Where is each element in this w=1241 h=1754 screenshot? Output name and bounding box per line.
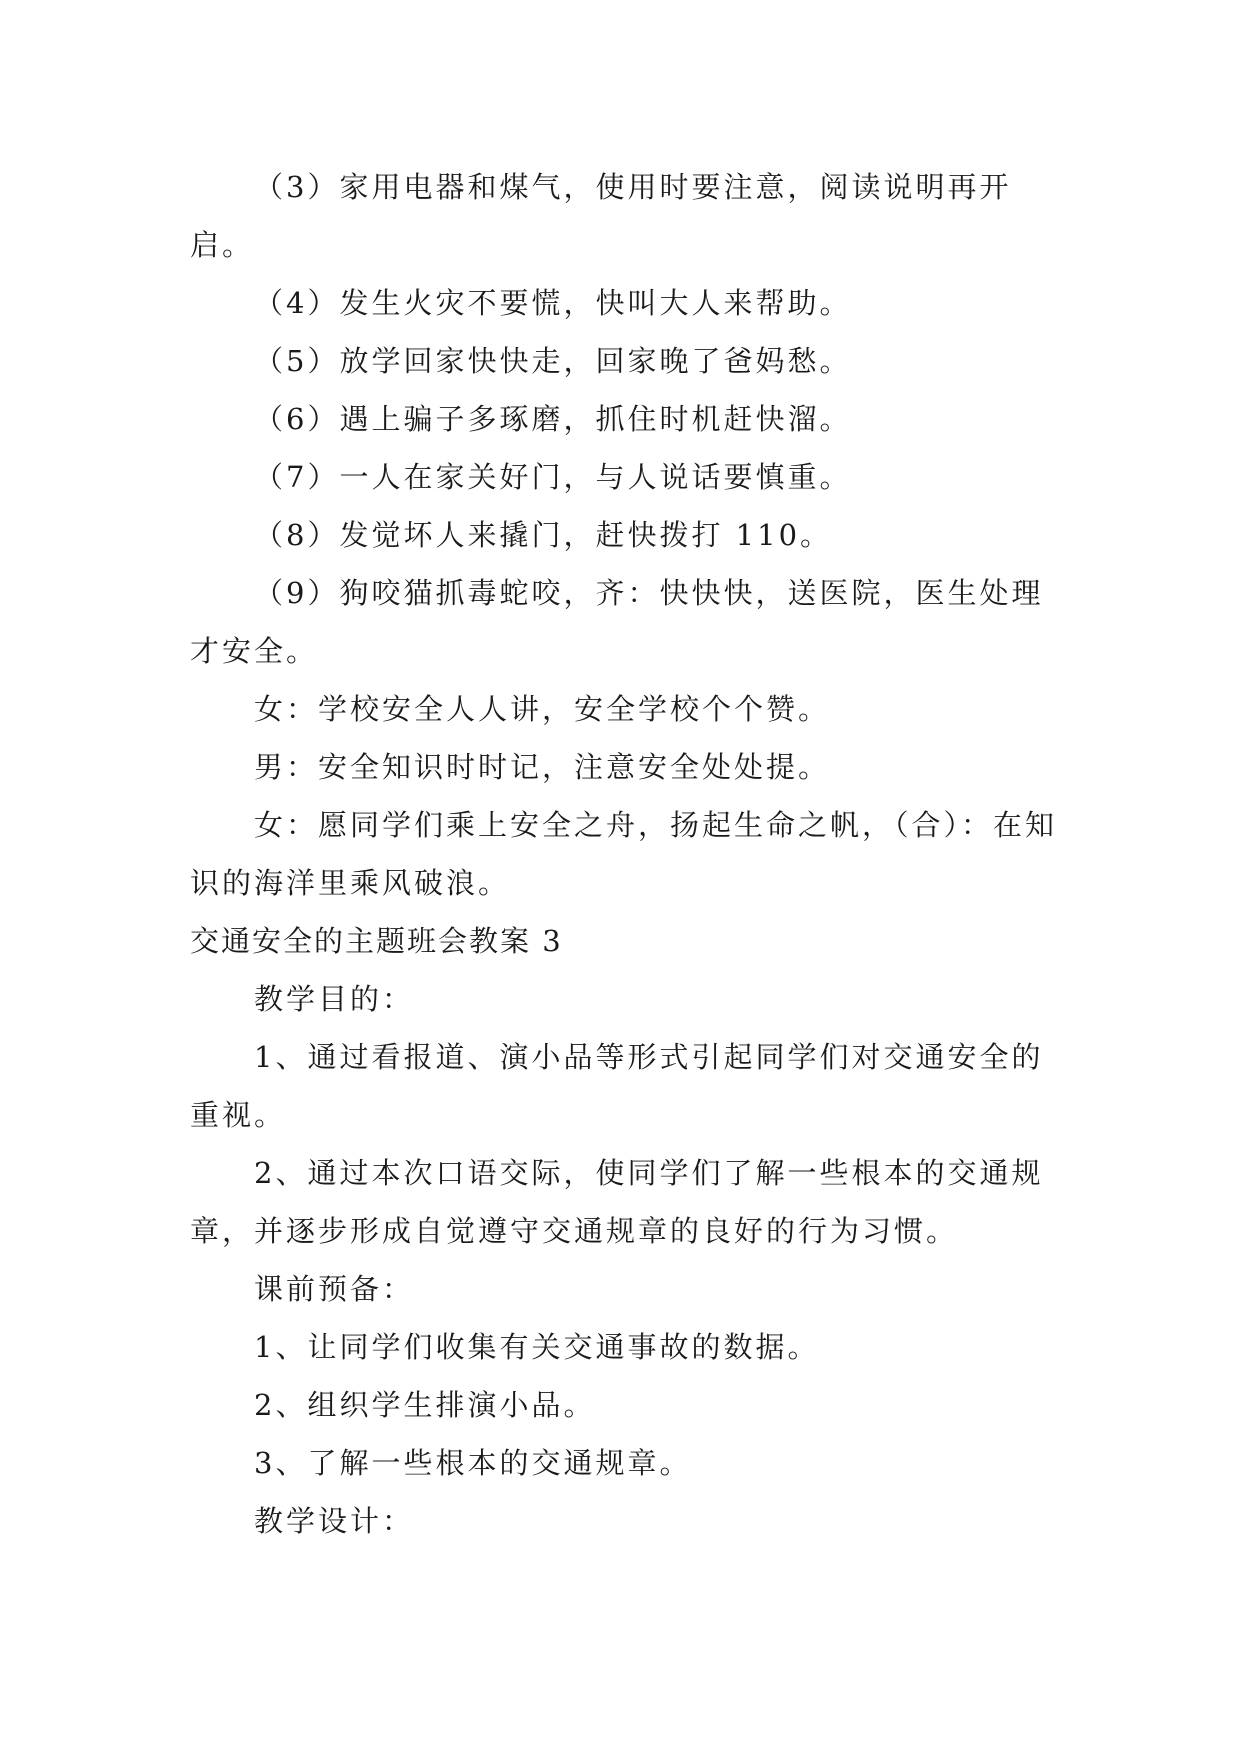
- paragraph: 女：愿同学们乘上安全之舟，扬起生命之帆，（合）：在知识的海洋里乘风破浪。: [190, 808, 1058, 900]
- paragraph: （8）发觉坏人来撬门，赶快拨打 110。: [254, 518, 833, 552]
- section-heading: 交通安全的主题班会教案 3: [190, 924, 563, 958]
- paragraph: 男：安全知识时时记，注意安全处处提。: [254, 750, 831, 784]
- paragraph: （5）放学回家快快走，回家晚了爸妈愁。: [254, 344, 852, 378]
- paragraph: 1、通过看报道、演小品等形式引起同学们对交通安全的重视。: [190, 1040, 1044, 1132]
- paragraph: （3）家用电器和煤气，使用时要注意，阅读说明再开启。: [190, 170, 1012, 262]
- paragraph: 教学设计：: [254, 1504, 415, 1538]
- paragraph: 教学目的：: [254, 982, 415, 1016]
- paragraph: 2、通过本次口语交际，使同学们了解一些根本的交通规章，并逐步形成自觉遵守交通规章的良好的行为习惯。: [190, 1156, 1044, 1248]
- paragraph: （6）遇上骗子多琢磨，抓住时机赶快溜。: [254, 402, 852, 436]
- paragraph: （9）狗咬猫抓毒蛇咬，齐：快快快，送医院，医生处理才安全。: [190, 576, 1044, 668]
- paragraph: 女：学校安全人人讲，安全学校个个赞。: [254, 692, 831, 726]
- paragraph: 课前预备：: [254, 1272, 415, 1306]
- paragraph: （4）发生火灾不要慌，快叫大人来帮助。: [254, 286, 852, 320]
- paragraph: （7）一人在家关好门，与人说话要慎重。: [254, 460, 852, 494]
- paragraph: 1、让同学们收集有关交通事故的数据。: [254, 1330, 820, 1364]
- paragraph: 3、了解一些根本的交通规章。: [254, 1446, 692, 1480]
- paragraph: 2、组织学生排演小品。: [254, 1388, 596, 1422]
- document-body: [190, 158, 1060, 1550]
